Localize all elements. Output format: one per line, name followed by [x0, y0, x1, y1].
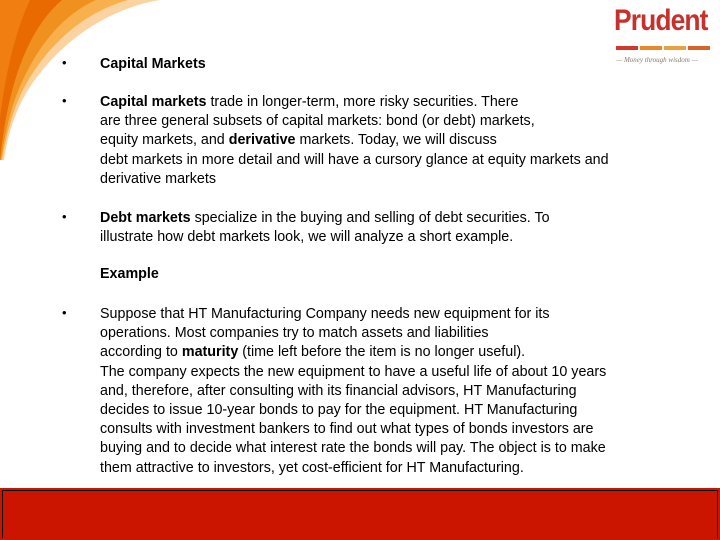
- footer-frame: [2, 490, 718, 538]
- logo-wordmark: Prudent: [614, 4, 708, 37]
- text-run: trade in longer-term, more risky securities. There: [206, 94, 519, 110]
- text-run: Suppose that HT Manufacturing Company needs new equipment for its: [100, 306, 550, 322]
- bullet-text: [100, 93, 700, 189]
- bullet-icon: •: [62, 305, 67, 320]
- footer-bar: [0, 488, 720, 540]
- bold-term: derivative: [228, 132, 296, 149]
- logo-bar-1: [616, 46, 638, 50]
- text-run: decides to issue 10-year bonds to pay for the equipment. HT Manufacturing: [100, 402, 578, 419]
- bold-term: Capital Markets: [100, 56, 206, 72]
- text-run: consults with investment bankers to find out what types of bonds investors are: [100, 421, 594, 438]
- text-run: The company expects the new equipment to have a useful life of about 10 years: [100, 363, 607, 380]
- text-run: buying and to decide what interest rate the bonds will pay. The object is to make: [100, 440, 606, 457]
- text-run: are three general subsets of capital markets: bond (or debt) markets,: [100, 113, 535, 130]
- bold-term: maturity: [181, 344, 239, 361]
- logo-bar-3: [664, 46, 686, 50]
- bullet-icon: •: [62, 93, 67, 108]
- text-run: and, therefore, after consulting with its financial advisors, HT Manufacturing: [100, 382, 577, 399]
- text-run: debt markets in more detail and will have a cursory glance at equity markets and: [100, 151, 609, 168]
- text-run: them attractive to investors, yet cost-efficient for HT Manufacturing.: [100, 459, 524, 476]
- bold-term: Debt markets: [100, 210, 191, 226]
- logo-bar-4: [688, 46, 710, 50]
- text-run: illustrate how debt markets look, we will analyze a short example.: [100, 229, 514, 246]
- example-label: Example: [100, 266, 159, 282]
- bullet-text: [100, 55, 700, 74]
- text-run: (time left before the item is no longer useful).: [238, 344, 526, 361]
- text-run: operations. Most companies try to match assets and liabilities: [100, 325, 489, 342]
- bullet-text: [100, 209, 700, 247]
- text-run: markets. Today, we will discuss: [295, 132, 497, 149]
- logo-color-bars: [616, 46, 710, 50]
- logo-tagline: — Money through wisdom —: [616, 56, 698, 64]
- bullet-icon: •: [62, 55, 67, 70]
- text-run: according to: [100, 344, 182, 361]
- bullet-icon: •: [62, 209, 67, 224]
- text-run: specialize in the buying and selling of debt securities. To: [190, 210, 550, 226]
- bold-term: Capital markets: [100, 94, 207, 110]
- bullet-text: [100, 305, 700, 478]
- text-run: derivative markets: [100, 170, 217, 187]
- text-run: equity markets, and: [100, 132, 229, 149]
- logo-bar-2: [640, 46, 662, 50]
